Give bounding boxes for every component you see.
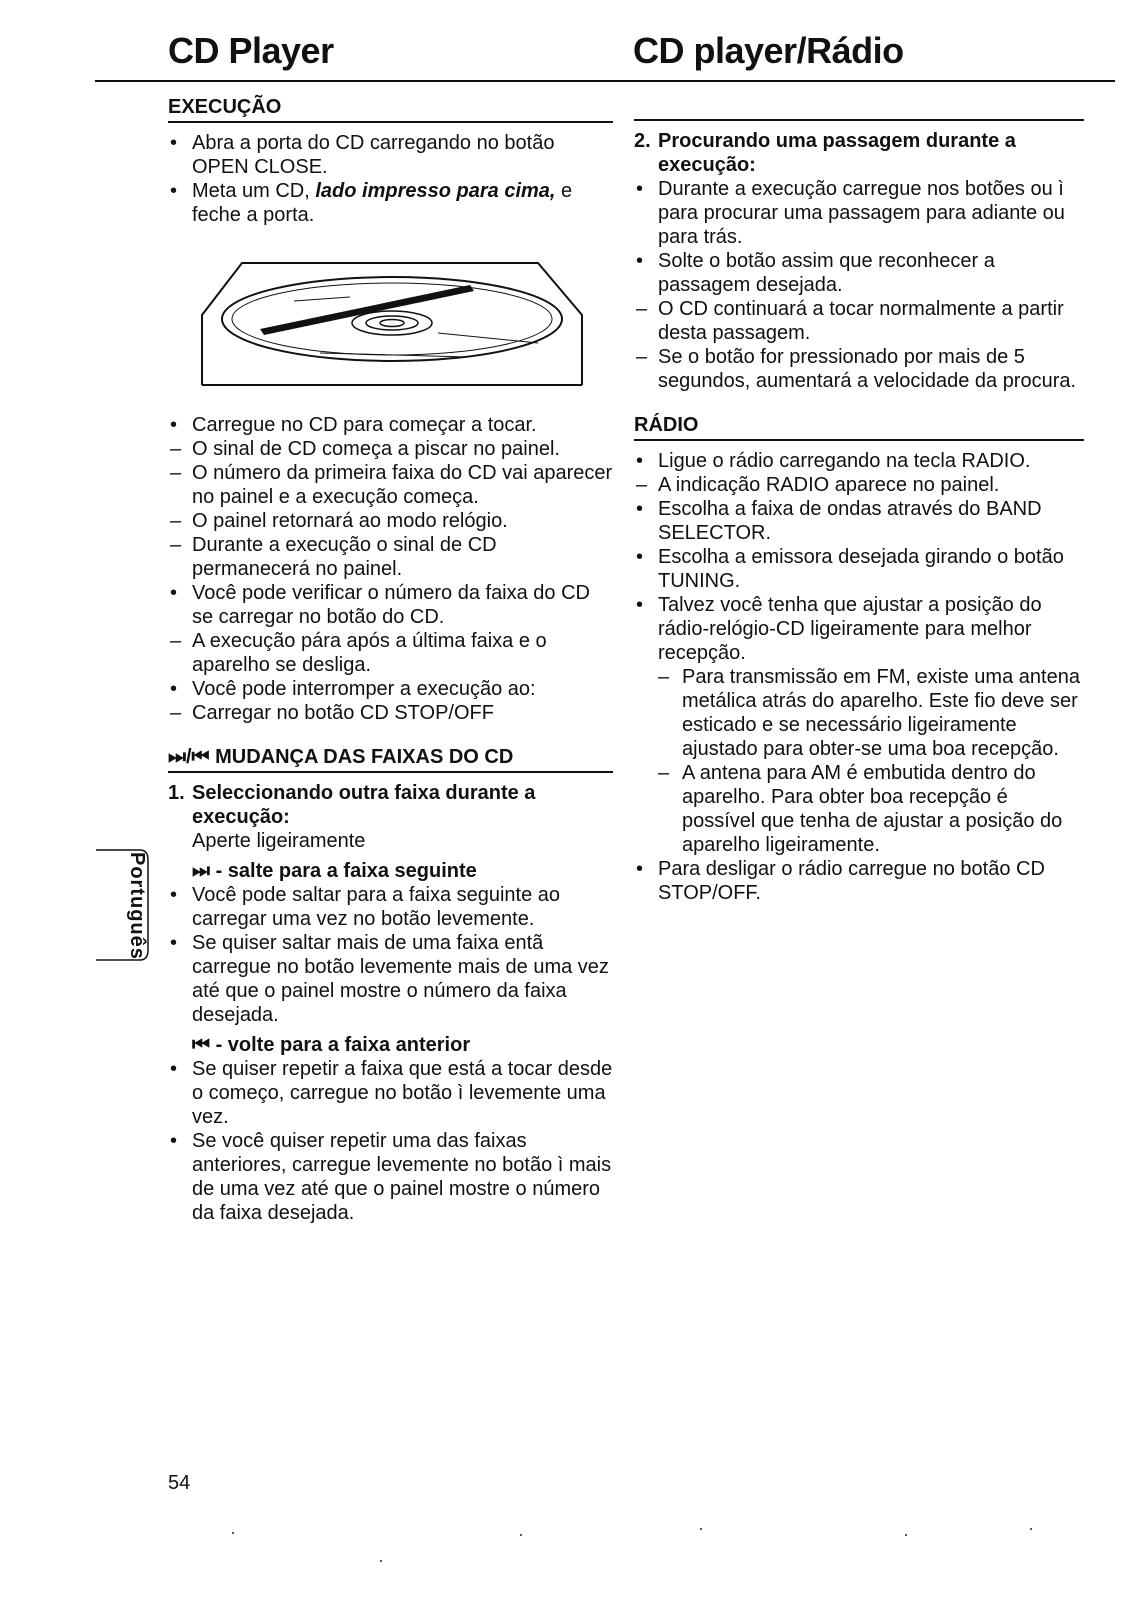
step-2-heading [634, 129, 1084, 177]
emphasis-text: lado impresso para cima, [315, 180, 556, 202]
next-track-list [168, 883, 613, 1027]
list-item: • Escolha a faixa de ondas através do BAND SELECTOR. [634, 497, 1084, 545]
text-run: Meta um CD, [192, 180, 316, 202]
left-page-title: CD Player [168, 30, 334, 71]
next-track-icon: ⏭ [192, 860, 210, 882]
scan-speck [232, 1532, 234, 1534]
list-item: – O número da primeira faixa do CD vai aparecer no painel e a execução começa. [168, 461, 613, 509]
execucao-steps-list [168, 413, 613, 725]
step-1-text: Aperte ligeiramente [192, 830, 366, 852]
right-page-title: CD player/Rádio [633, 30, 904, 71]
right-column [634, 95, 1084, 905]
scan-speck [905, 1534, 907, 1536]
list-item: – O CD continuará a tocar normalmente a partir desta passagem. [634, 297, 1084, 345]
left-column [168, 95, 613, 1225]
cd-disc-icon [198, 257, 588, 387]
list-item: • Talvez você tenha que ajustar a posição do rádio-relógio-CD ligeiramente para melhor recepção. [634, 593, 1084, 665]
step-1-heading [168, 781, 613, 829]
prev-track-icon: ⏮ [192, 1034, 210, 1056]
list-item: • Carregue no CD para começar a tocar. [168, 413, 613, 437]
list-item: • Escolha a emissora desejada girando o botão TUNING. [634, 545, 1084, 593]
execucao-intro-list [168, 131, 613, 227]
prev-track-label: - volte para a faixa anterior [215, 1034, 471, 1056]
scan-speck [700, 1528, 702, 1530]
scan-speck [520, 1534, 522, 1536]
list-item: • Para desligar o rádio carregue no botão CD STOP/OFF. [634, 857, 1084, 905]
list-item: – A execução pára após a última faixa e o aparelho se desliga. [168, 629, 613, 677]
list-item [168, 179, 613, 227]
prev-track-list [168, 1057, 613, 1225]
list-item: – Durante a execução o sinal de CD permanecerá no painel. [168, 533, 613, 581]
step-title: Procurando uma passagem durante a execução: [658, 130, 1016, 176]
step-number: 1. [168, 782, 185, 804]
section-title-radio: RÁDIO [634, 413, 1084, 441]
list-item: • Abra a porta do CD carregando no botão OPEN CLOSE. [168, 131, 613, 179]
step-2-list [634, 177, 1084, 393]
list-item: – Carregar no botão CD STOP/OFF [168, 701, 613, 725]
page-number: 54 [168, 1472, 191, 1494]
language-tab-label: Português [126, 852, 148, 960]
scan-speck [380, 1560, 382, 1562]
list-item: – A indicação RADIO aparece no painel. [634, 473, 1084, 497]
list-item: – O painel retornará ao modo relógio. [168, 509, 613, 533]
step-number: 2. [634, 130, 651, 152]
text-run: e feche a porta. [192, 180, 573, 226]
list-item: • Durante a execução carregue nos botões ou ì para procurar uma passagem para adiante ou para trás. [634, 177, 1084, 249]
section-title-text: MUDANÇA DAS FAIXAS DO CD [215, 746, 514, 768]
list-item: • Você pode saltar para a faixa seguinte ao carregar uma vez no botão levemente. [168, 883, 613, 931]
list-item: – O sinal de CD começa a piscar no painel. [168, 437, 613, 461]
cd-illustration [198, 257, 613, 393]
next-track-label: - salte para a faixa seguinte [215, 860, 477, 882]
list-item: – A antena para AM é embutida dentro do aparelho. Para obter boa recepção é possível que tenha de ajustar a posição do aparelho ligeiramente. [634, 761, 1084, 857]
list-item: • Ligue o rádio carregando na tecla RADIO. [634, 449, 1084, 473]
section-rule [634, 95, 1084, 121]
list-item: • Se quiser saltar mais de uma faixa entã carregue no botão levemente mais de uma vez até que o painel mostre o número da faixa desejada. [168, 931, 613, 1027]
list-item: • Solte o botão assim que reconhecer a passagem desejada. [634, 249, 1084, 297]
radio-list [634, 449, 1084, 905]
header-rule [95, 80, 1115, 82]
scan-speck [1030, 1528, 1032, 1530]
section-title-execucao: EXECUÇÃO [168, 95, 613, 123]
list-item: • Você pode interromper a execução ao: [168, 677, 613, 701]
language-tab [96, 846, 150, 964]
prev-track-heading [168, 1033, 613, 1057]
list-item: • Se quiser repetir a faixa que está a tocar desde o começo, carregue no botão ì levemente uma vez. [168, 1057, 613, 1129]
list-item: • Se você quiser repetir uma das faixas anteriores, carregue levemente no botão ì mais de uma vez até que o painel mostre o número da faixa desejada. [168, 1129, 613, 1225]
list-item: – Para transmissão em FM, existe uma antena metálica atrás do aparelho. Este fio deve ser esticado e se necessário ligeiramente ajustado para obter-se uma boa recepção. [634, 665, 1084, 761]
next-track-heading [168, 859, 613, 883]
section-title-mudanca [168, 745, 613, 773]
skip-icons: ⏭/⏮ [168, 746, 210, 768]
list-item: • Você pode verificar o número da faixa do CD se carregar no botão do CD. [168, 581, 613, 629]
list-item: – Se o botão for pressionado por mais de 5 segundos, aumentará a velocidade da procura. [634, 345, 1084, 393]
step-title: Seleccionando outra faixa durante a execução: [192, 782, 536, 828]
